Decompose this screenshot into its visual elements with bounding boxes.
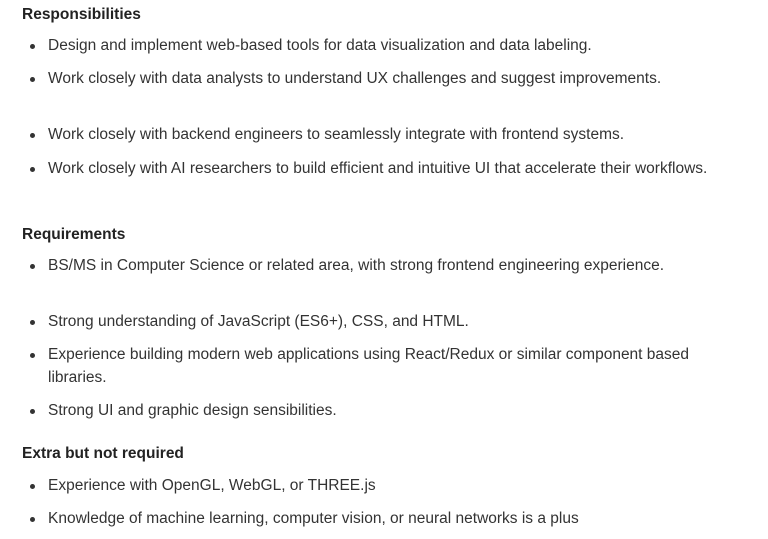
- section-extra: [22, 444, 184, 464]
- section-responsibilities: [22, 5, 141, 25]
- bullet-icon: [30, 320, 35, 325]
- list-item-text: Work closely with data analysts to understand UX challenges and suggest improvements.: [48, 70, 662, 87]
- list-item-text: Design and implement web-based tools for data visualization and data labeling.: [48, 37, 592, 54]
- section-heading: Requirements: [22, 226, 126, 243]
- list-item-text: Work closely with backend engineers to seamlessly integrate with frontend systems.: [48, 126, 625, 143]
- list-item: [22, 123, 742, 146]
- list-item: [22, 507, 742, 530]
- list-item-text: Strong UI and graphic design sensibilities.: [48, 402, 337, 419]
- list-item: [22, 157, 742, 180]
- section-requirements: [22, 225, 125, 245]
- list-item-text: Experience with OpenGL, WebGL, or THREE.js: [48, 477, 376, 494]
- bullet-icon: [30, 517, 35, 522]
- list-item: [22, 67, 742, 90]
- list-item: [22, 399, 742, 422]
- list-item-text: Knowledge of machine learning, computer vision, or neural networks is a plus: [48, 510, 579, 527]
- list-item-text: Experience building modern web applications using React/Redux or similar component based libraries.: [48, 346, 690, 386]
- bullet-icon: [30, 353, 35, 358]
- list-item: [22, 34, 742, 57]
- bullet-icon: [30, 44, 35, 49]
- list-item: [22, 474, 742, 497]
- section-heading: Responsibilities: [22, 6, 141, 23]
- bullet-icon: [30, 264, 35, 269]
- list-item: [22, 254, 742, 277]
- bullet-icon: [30, 167, 35, 172]
- list-item-text: Strong understanding of JavaScript (ES6+), CSS, and HTML.: [48, 313, 469, 330]
- bullet-icon: [30, 484, 35, 489]
- bullet-icon: [30, 409, 35, 414]
- list-item-text: BS/MS in Computer Science or related area, with strong frontend engineering experience.: [48, 257, 665, 274]
- bullet-icon: [30, 77, 35, 82]
- list-item-text: Work closely with AI researchers to build efficient and intuitive UI that accelerate their workflows.: [48, 160, 708, 177]
- list-item: [22, 310, 742, 333]
- section-heading: Extra but not required: [22, 445, 184, 462]
- bullet-icon: [30, 133, 35, 138]
- list-item: [22, 343, 742, 389]
